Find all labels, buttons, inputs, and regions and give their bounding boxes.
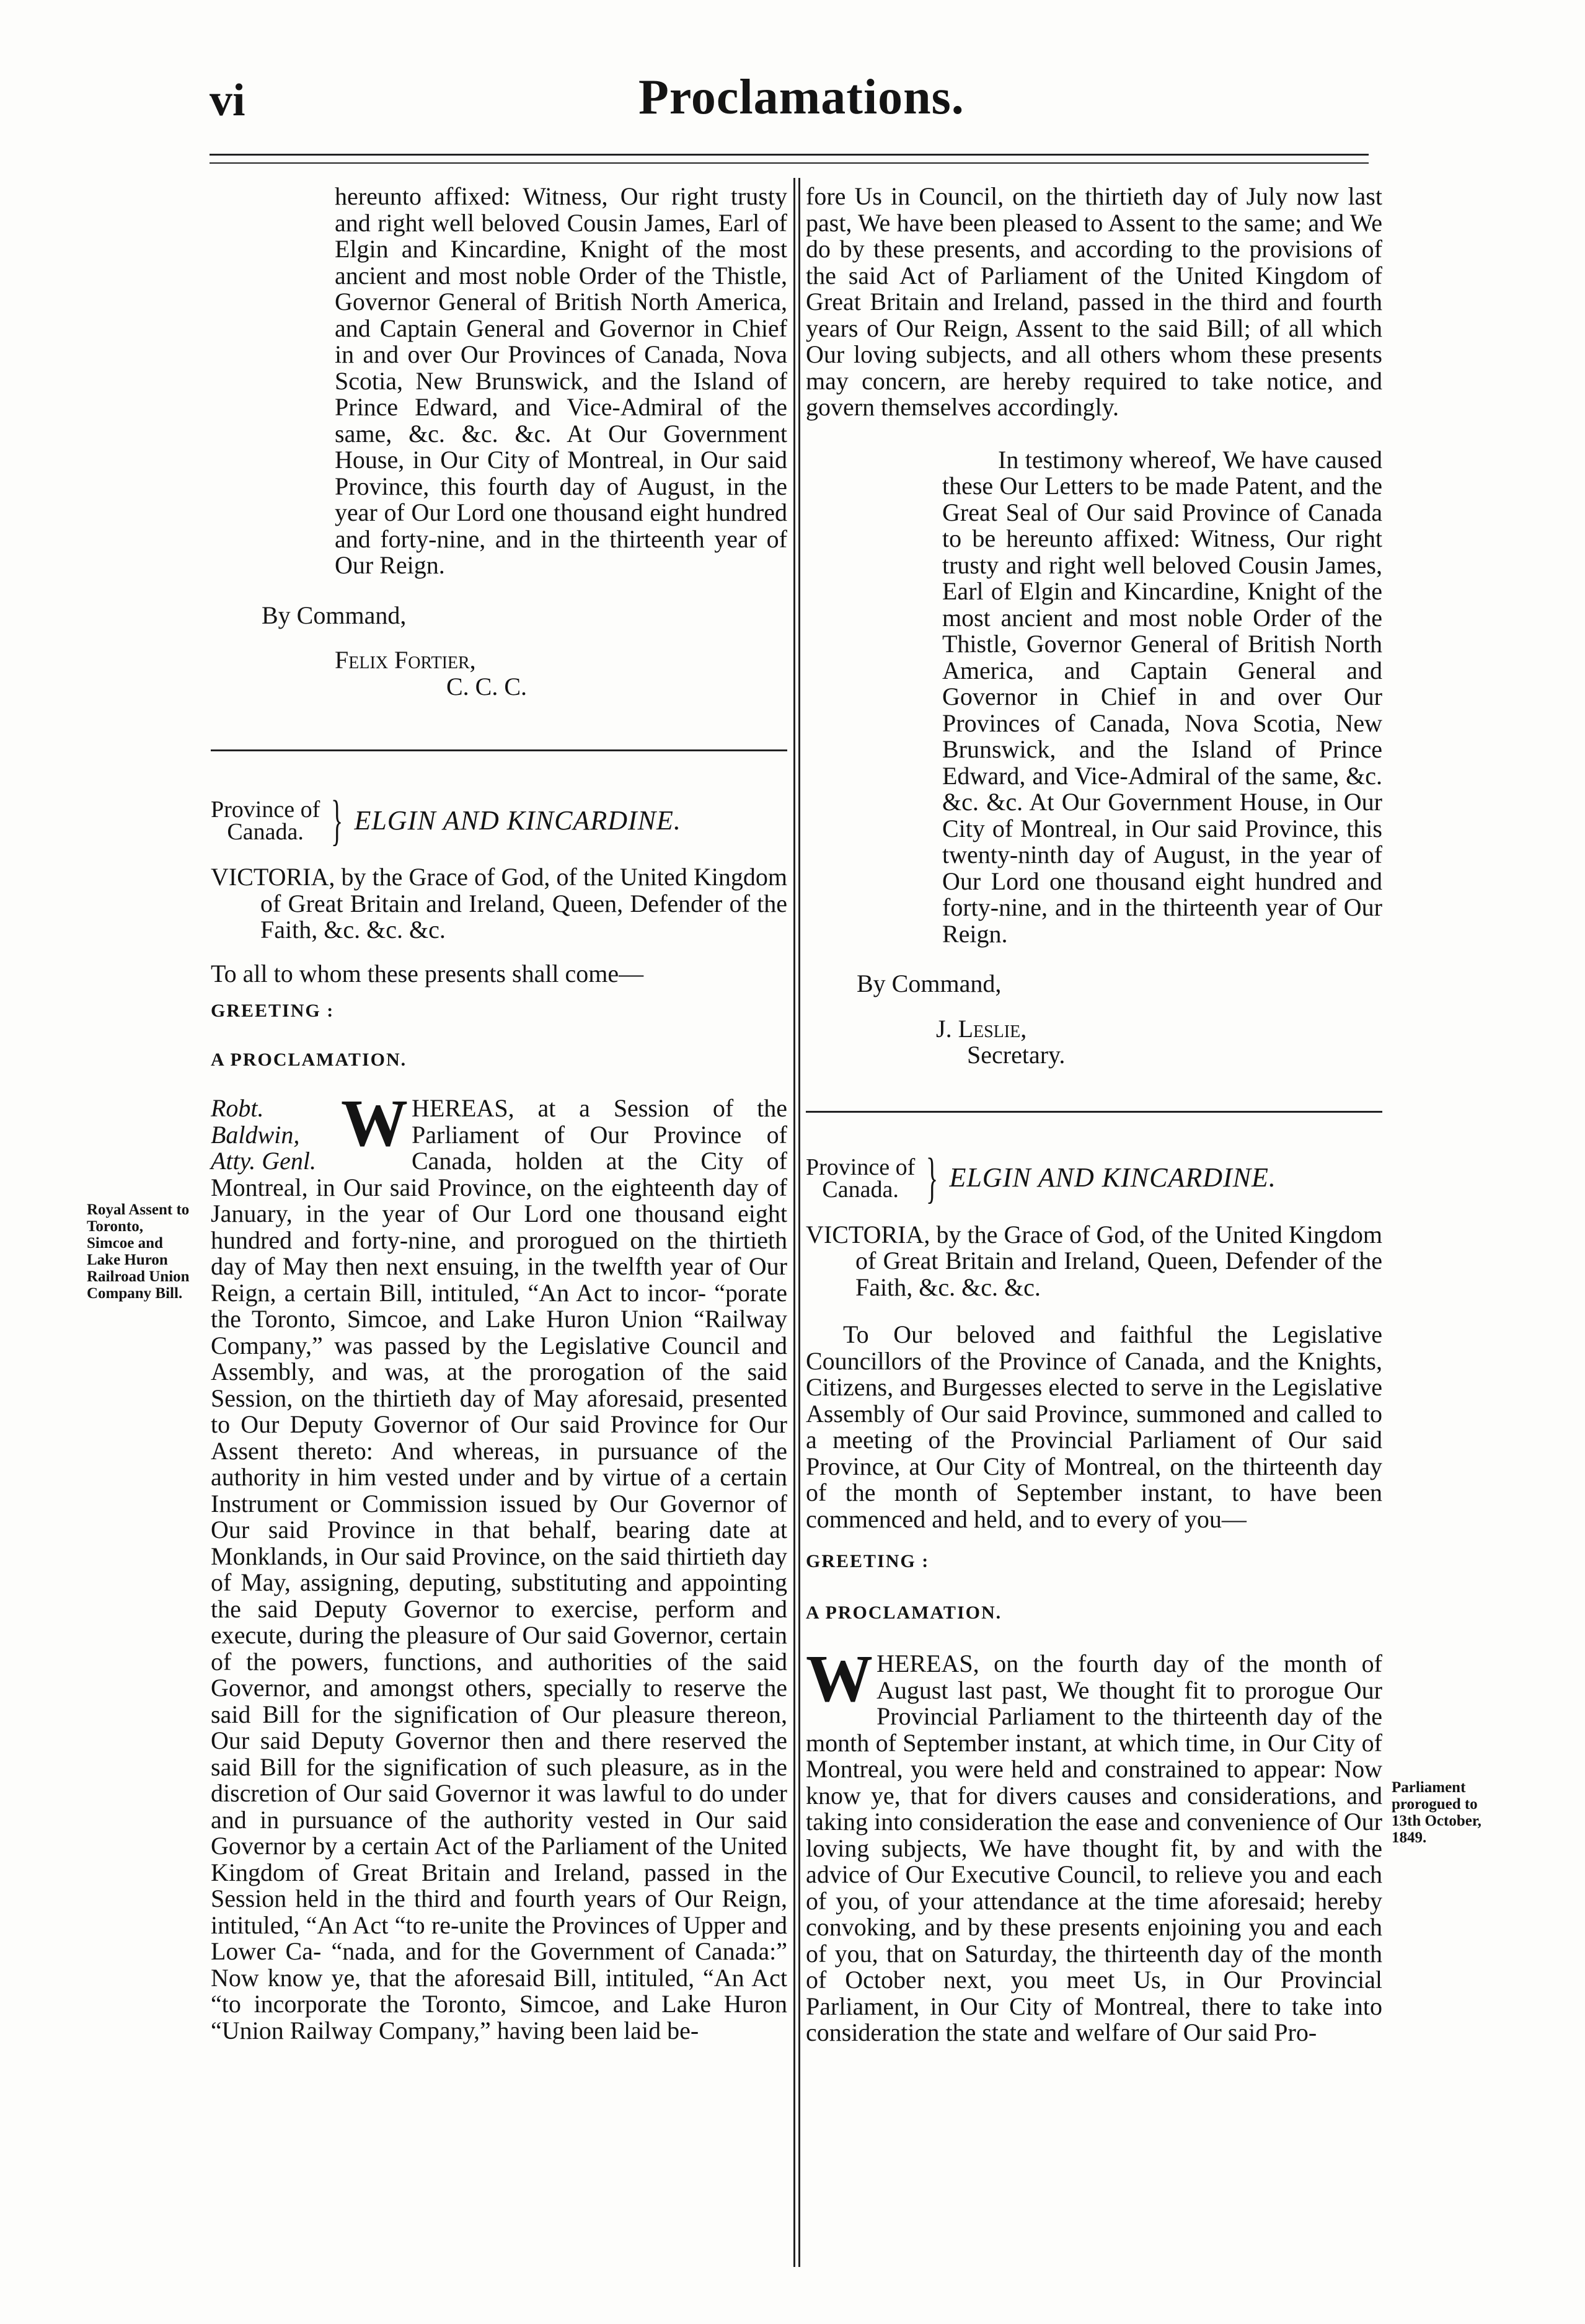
right-province-label-line2: Canada. [822, 1176, 899, 1203]
right-assent-paragraph: fore Us in Council, on the thirtieth day of July now last past, We have been pleased to Assent to the same; and We do by these presents, and according to the provisions of the said Act of Parliament of the United Kingdom of Great Britain and Ireland, passed in the third and fourth years of Our Reign, Assent to the said Bill; of all which Our loving subjects, and all others whom these presents may concern, are hereby required to take notice, and govern themselves accordingly. [806, 182, 1382, 421]
left-whereas-text: HEREAS, at a Session of the Parliament of Our Province of Canada, holden at the City of Montreal, in Our said Province, on the eighteenth day of January, in the year of Our Lord one thousand eight hundred and forty-nine, and prorogued on the thirtieth day of May then next ensuing, in the twelfth year of Our Reign, a certain Bill, intituled, “An Act to incor- “porate the Toronto, Simcoe, and Lake Huron Union “Railway Company,” was passed by the Legislative Council and Assembly, and was, at the prorogation of the said Session, on the thirtieth day of May aforesaid, presented to Our Deputy Governor of Our said Province for Our Assent thereto: And whereas, in pursuance of the authority in him vested under and by virtue of a certain Instrument or Commission issued by Our Governor of Our said Province in that behalf, bearing date at Monklands, in Our said Province, on the said thirtieth day of May, assigning, deputing, substituting and appointing the said Deputy Governor to exercise, perform and execute, during the pleasure of Our said Governor, certain of the powers, functions, and authorities of the said Governor, and amongst others, specially to reserve the said Bill for the signification of Our pleasure thereon, Our said Deputy Governor then and there reserved the said Bill for the signification of such pleasure, as in the discretion of Our said Governor it was lawful to do under and in pursuance of the authority vested in Our said Governor by a certain Act of the Parliament of the United Kingdom of Great Britain and Ireland, passed in the Session held in the third and fourth years of Our Reign, intituled, “An Act “to re-unite the Provinces of Upper and Lower Ca- “nada, and for the Government of Canada:” Now know ye, that the aforesaid Bill, intituled, “An Act “to incorporate the Toronto, Simcoe, and Lake Huron “Union Railway Company,” having been laid be- [211, 1094, 787, 2044]
right-separator [806, 1111, 1382, 1113]
right-testimony [806, 447, 1382, 948]
left-province-label-line1: Province of [211, 797, 320, 823]
right-province-name: ELGIN AND KINCARDINE. [949, 1162, 1276, 1193]
right-proclamation-heading: A PROCLAMATION. [806, 1602, 1002, 1623]
left-province-label [211, 798, 320, 843]
right-by-command: By Command, [857, 970, 1002, 997]
left-greeting: GREETING : [211, 1001, 335, 1021]
right-province-label-line1: Province of [806, 1154, 916, 1180]
brace-icon: } [331, 790, 343, 851]
left-province-heading [211, 790, 787, 851]
left-witness-paragraph: hereunto affixed: Witness, Our right trusty and right well beloved Cousin James, Earl of Elgin and Kincardine, Knight of the most ancient and most noble Order of the Thistle, Governor General of British North America, and Captain General and Governor in Chief in and over Our Provinces of Canada, Nova Scotia, New Brunswick, and the Island of Prince Edward, and Vice-Admiral of the same, &c. &c. &c. At Our Government House, in Our City of Montreal, in Our said Province, this fourth day of August, in the year of Our Lord one thousand eight hundred and forty-nine, and in the thirteenth year of Our Reign. [335, 182, 787, 579]
left-to-all: To all to whom these presents shall come— [211, 959, 644, 987]
right-testimony-text: In testimony whereof, We have caused these Our Letters to be made Patent, and the Great Seal of Our said Province of Canada to be hereunto affixed: Witness, Our right trusty and right well beloved Cousin James, Earl of Elgin and Kincardine, Knight of the most ancient and most noble Order of the Thistle, Governor General of British North America, and Captain General and Governor in Chief in and over Our Provinces of Canada, Nova Scotia, New Brunswick, and the Island of Prince Edward, and Vice-Admiral of the same, &c. &c. &c. At Our Government House, in Our City of Montreal, in Our said Province, this twenty-ninth day of August, in the year of Our Lord one thousand eight hundred and forty-nine, and in the thirteenth year of Our Reign. [942, 445, 1382, 948]
page-title: Proclamations. [638, 70, 965, 125]
left-province-label-line2: Canada. [227, 819, 304, 845]
right-greeting: GREETING : [806, 1551, 930, 1571]
left-victoria: VICTORIA, by the Grace of God, of the United Kingdom of Great Britain and Ireland, Queen, Defender of the Faith, &c. &c. &c. [211, 863, 787, 943]
left-signer-name: Felix Fortier, [335, 646, 476, 674]
left-signer-title: C. C. C. [446, 672, 528, 700]
left-whereas-block [211, 1087, 787, 2044]
right-side-note: Parliament prorogued to 13th October, 1849. [1392, 1779, 1481, 1846]
header-rule-top [210, 154, 1369, 156]
column-divider [793, 178, 795, 2267]
left-by-command: By Command, [262, 601, 407, 629]
header-rule-bottom [210, 162, 1369, 164]
left-separator [211, 749, 787, 751]
right-province-heading [806, 1147, 1382, 1209]
right-signer-title: Secretary. [967, 1041, 1066, 1069]
right-signer-name: J. Leslie, [936, 1014, 1027, 1043]
left-side-note: Royal Assent to Toronto, Simcoe and Lake Huron Railroad Union Company Bill. [87, 1201, 190, 1302]
left-attorney: Robt. Baldwin, Atty. Genl. [211, 1094, 316, 1175]
right-victoria: VICTORIA, by the Grace of God, of the United Kingdom of Great Britain and Ireland, Queen, Defender of the Faith, &c. &c. &c. [806, 1220, 1382, 1301]
right-whereas-block [806, 1642, 1382, 2046]
right-to-councillors: To Our beloved and faithful the Legislative Councillors of the Province of Canada, and the Knights, Citizens, and Burgesses elected to serve in the Legislative Assembly of Our said Province, summoned and called to a meeting of the Provincial Parliament of Our said Province, at Our City of Montreal, on the thirteenth day of the month of September instant, to have been commenced and held, and to every of you— [806, 1320, 1382, 1533]
right-dropcap: W [806, 1642, 873, 1716]
left-province-name: ELGIN AND KINCARDINE. [354, 805, 681, 836]
left-column [211, 183, 787, 2044]
column-divider-inner [798, 178, 800, 2267]
brace-icon: } [926, 1147, 938, 1209]
page-number: vi [210, 75, 245, 126]
right-column [806, 183, 1382, 2046]
left-dropcap: W [341, 1087, 408, 1160]
right-whereas-text: HEREAS, on the fourth day of the month of August last past, We thought fit to prorogue Our Provincial Parliament to the thirteenth day of the month of September instant, at which time, in Our City of Montreal, you were held and constrained to appear: Now know ye, that for divers causes and considerations, and taking into consideration the ease and convenience of Our loving subjects, We have thought fit, by and with the advice of Our Executive Council, to relieve you and each of you, of your attendance at the time aforesaid; hereby convoking, and by these presents enjoining you and each of you, that on Saturday, the thirteenth day of the month of October next, you meet Us, in Our Provincial Parliament, in Our City of Montreal, there to take into consideration the state and welfare of Our said Pro- [806, 1650, 1382, 2046]
left-proclamation-heading: A PROCLAMATION. [211, 1049, 407, 1070]
right-province-label [806, 1156, 915, 1201]
